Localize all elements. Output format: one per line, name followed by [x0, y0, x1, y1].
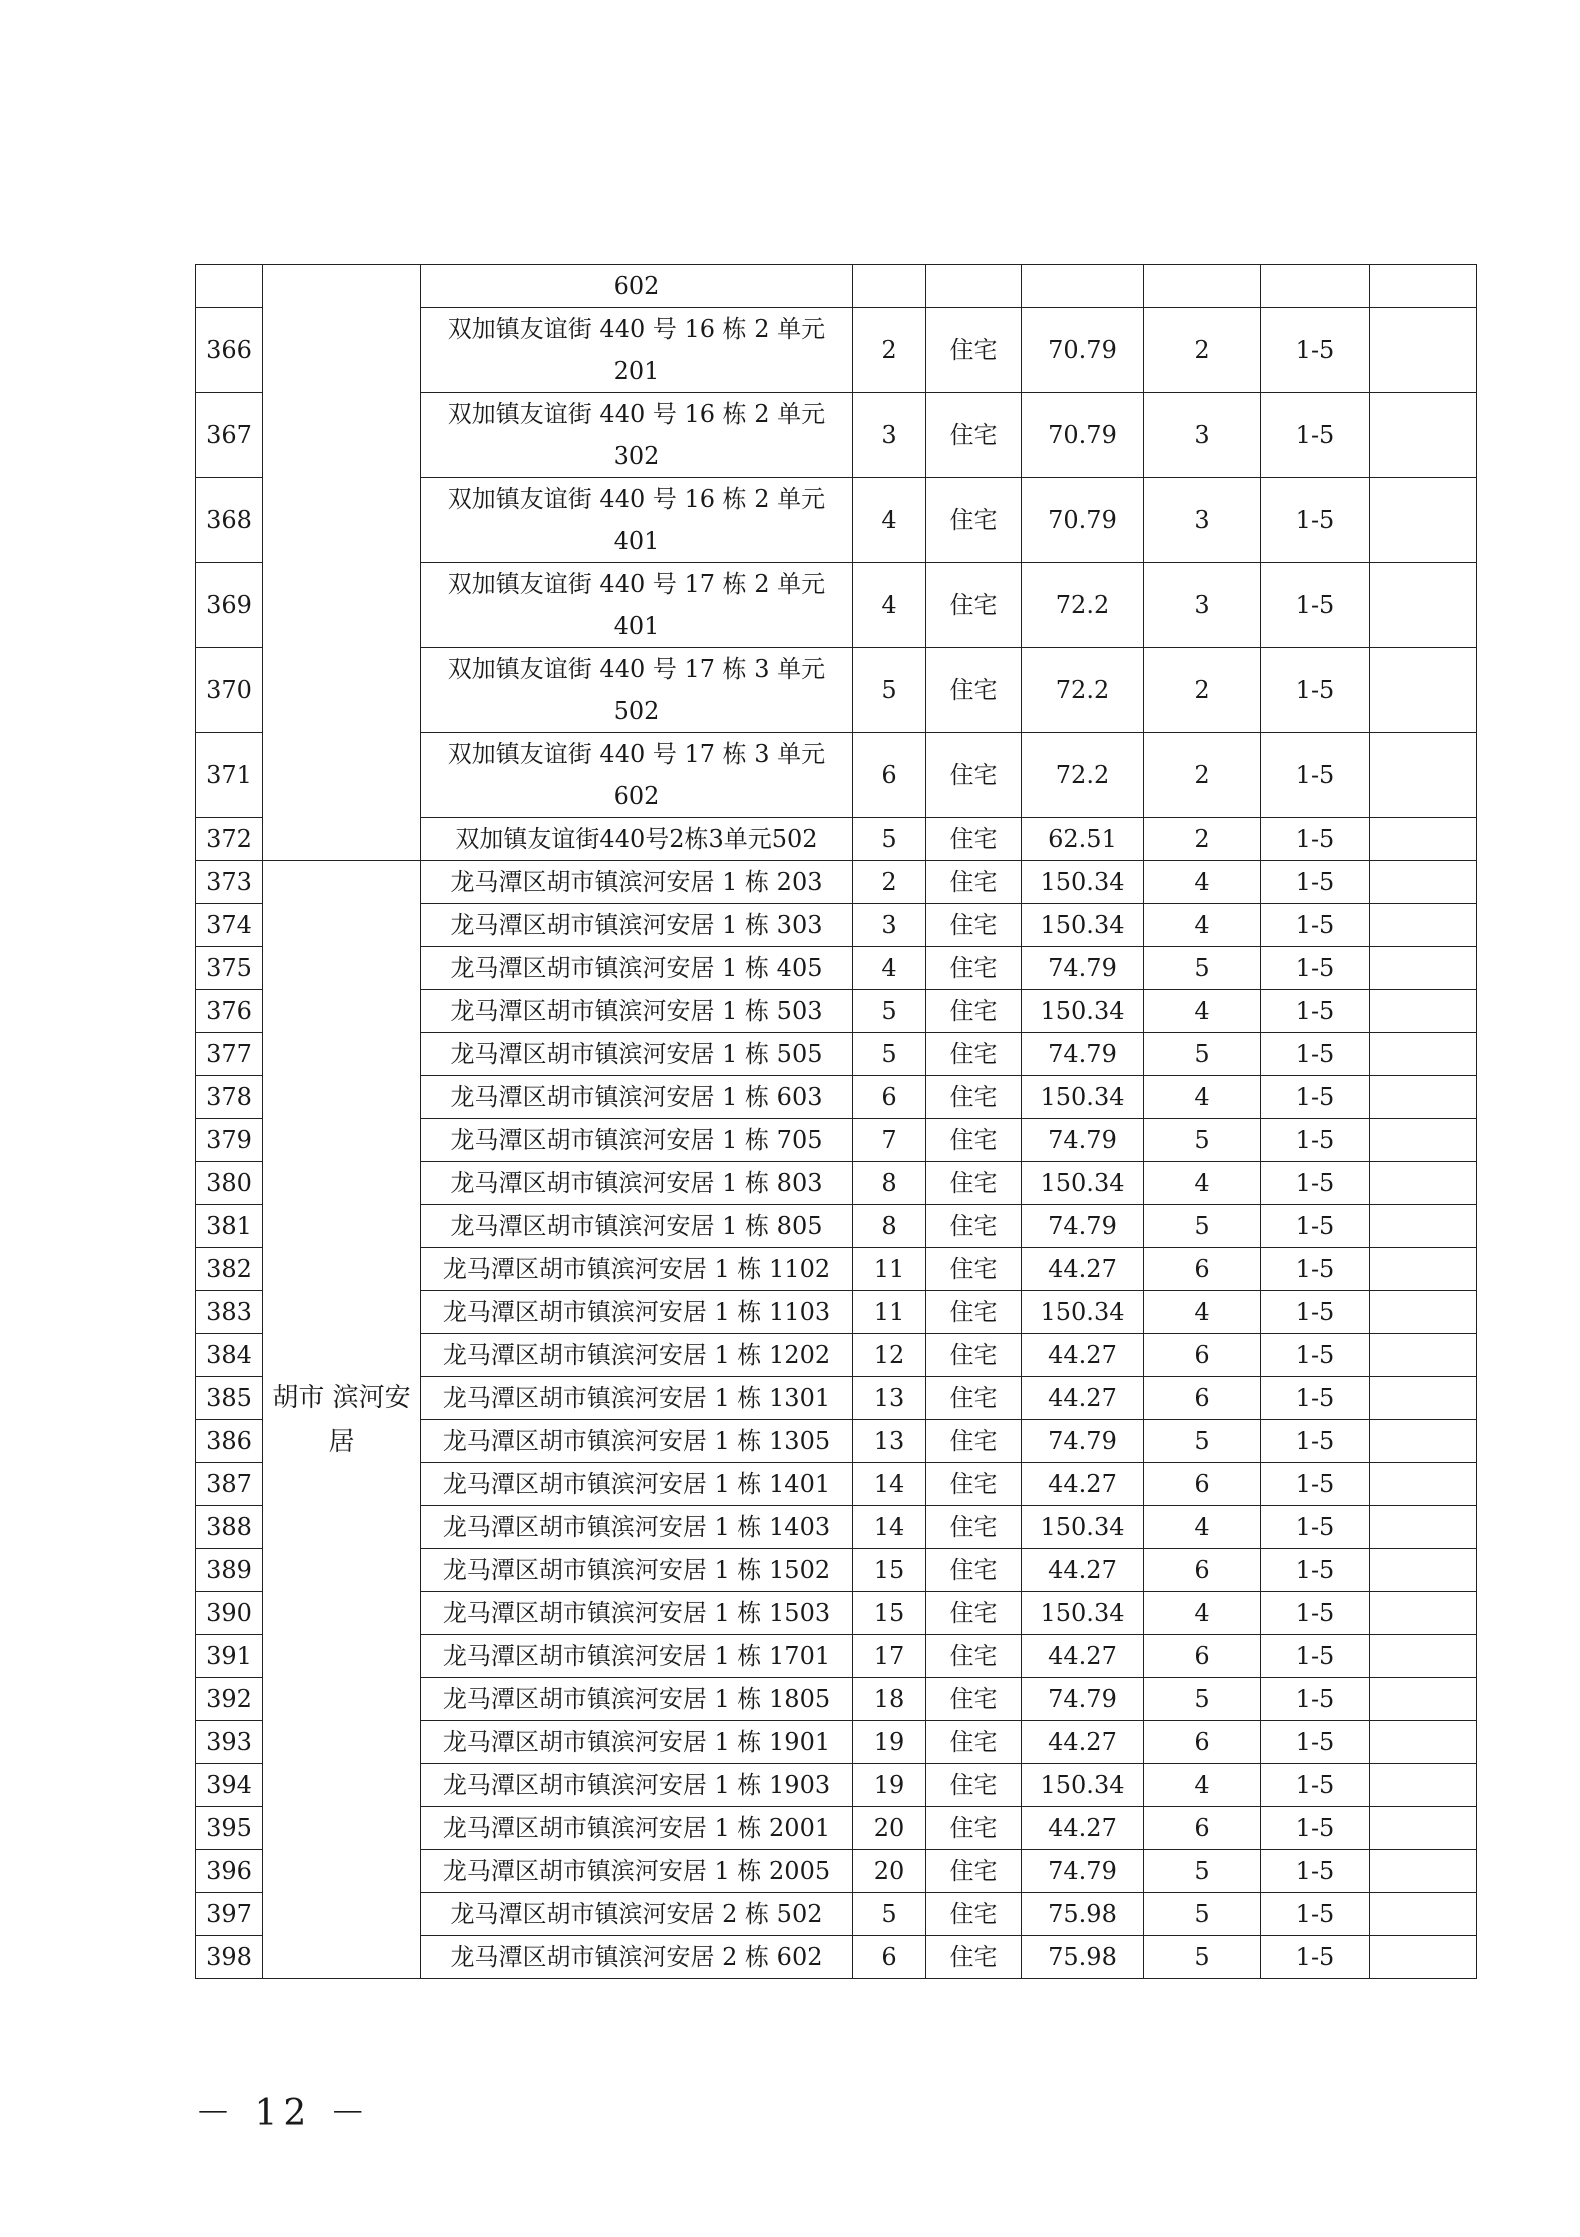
address-cell: 龙马潭区胡市镇滨河安居 1 栋 1202: [421, 1334, 853, 1377]
floor-cell: 7: [853, 1119, 926, 1162]
rooms-cell: 5: [1144, 1033, 1261, 1076]
address-cell: 龙马潭区胡市镇滨河安居 2 栋 502: [421, 1893, 853, 1936]
term-cell: 1-5: [1261, 1635, 1370, 1678]
floor-cell: 12: [853, 1334, 926, 1377]
rooms-cell: 2: [1144, 648, 1261, 733]
note-cell: [1370, 1463, 1477, 1506]
area-cell: 44.27: [1022, 1463, 1144, 1506]
note-cell: [1370, 1291, 1477, 1334]
address-cell: 龙马潭区胡市镇滨河安居 1 栋 203: [421, 861, 853, 904]
usage-cell: 住宅: [926, 563, 1022, 648]
area-cell: [1022, 265, 1144, 308]
term-cell: 1-5: [1261, 1764, 1370, 1807]
floor-cell: 17: [853, 1635, 926, 1678]
floor-cell: 18: [853, 1678, 926, 1721]
area-cell: 75.98: [1022, 1936, 1144, 1979]
note-cell: [1370, 1721, 1477, 1764]
row-number-cell: 381: [196, 1205, 263, 1248]
note-cell: [1370, 1635, 1477, 1678]
row-number-cell: 376: [196, 990, 263, 1033]
floor-cell: 5: [853, 1033, 926, 1076]
rooms-cell: 6: [1144, 1721, 1261, 1764]
usage-cell: 住宅: [926, 1162, 1022, 1205]
address-cell: 双加镇友谊街 440 号 17 栋 3 单元 602: [421, 733, 853, 818]
term-cell: 1-5: [1261, 648, 1370, 733]
usage-cell: 住宅: [926, 733, 1022, 818]
term-cell: 1-5: [1261, 308, 1370, 393]
floor-cell: 8: [853, 1162, 926, 1205]
area-cell: 70.79: [1022, 308, 1144, 393]
address-cell: 双加镇友谊街440号2栋3单元502: [421, 818, 853, 861]
floor-cell: 6: [853, 1936, 926, 1979]
note-cell: [1370, 1334, 1477, 1377]
term-cell: 1-5: [1261, 1506, 1370, 1549]
usage-cell: 住宅: [926, 861, 1022, 904]
usage-cell: 住宅: [926, 1076, 1022, 1119]
usage-cell: 住宅: [926, 1635, 1022, 1678]
rooms-cell: 4: [1144, 1592, 1261, 1635]
area-cell: 74.79: [1022, 1205, 1144, 1248]
row-number-cell: 366: [196, 308, 263, 393]
floor-cell: 2: [853, 308, 926, 393]
row-number-cell: 368: [196, 478, 263, 563]
address-cell: 龙马潭区胡市镇滨河安居 1 栋 1901: [421, 1721, 853, 1764]
note-cell: [1370, 733, 1477, 818]
note-cell: [1370, 1678, 1477, 1721]
usage-cell: 住宅: [926, 1850, 1022, 1893]
term-cell: 1-5: [1261, 1248, 1370, 1291]
table-row: [196, 265, 1477, 308]
area-cell: 150.34: [1022, 1076, 1144, 1119]
floor-cell: 4: [853, 563, 926, 648]
area-cell: 72.2: [1022, 648, 1144, 733]
row-number-cell: 372: [196, 818, 263, 861]
floor-cell: 4: [853, 478, 926, 563]
row-number-cell: 394: [196, 1764, 263, 1807]
row-number-cell: 375: [196, 947, 263, 990]
area-cell: 44.27: [1022, 1635, 1144, 1678]
address-cell: 龙马潭区胡市镇滨河安居 1 栋 405: [421, 947, 853, 990]
usage-cell: 住宅: [926, 904, 1022, 947]
row-number-cell: 373: [196, 861, 263, 904]
area-cell: 70.79: [1022, 478, 1144, 563]
row-number-cell: 369: [196, 563, 263, 648]
area-cell: 75.98: [1022, 1893, 1144, 1936]
row-number-cell: 393: [196, 1721, 263, 1764]
rooms-cell: 5: [1144, 1205, 1261, 1248]
area-cell: 150.34: [1022, 1291, 1144, 1334]
row-number-cell: 379: [196, 1119, 263, 1162]
term-cell: 1-5: [1261, 1893, 1370, 1936]
address-cell: 602: [421, 265, 853, 308]
floor-cell: 13: [853, 1420, 926, 1463]
rooms-cell: 4: [1144, 1291, 1261, 1334]
term-cell: 1-5: [1261, 1807, 1370, 1850]
row-number-cell: 377: [196, 1033, 263, 1076]
address-cell: 双加镇友谊街 440 号 16 栋 2 单元 401: [421, 478, 853, 563]
note-cell: [1370, 1764, 1477, 1807]
address-cell: 龙马潭区胡市镇滨河安居 1 栋 1102: [421, 1248, 853, 1291]
area-cell: 72.2: [1022, 733, 1144, 818]
floor-cell: 14: [853, 1463, 926, 1506]
note-cell: [1370, 478, 1477, 563]
floor-cell: 20: [853, 1807, 926, 1850]
row-number-cell: [196, 265, 263, 308]
row-number-cell: 389: [196, 1549, 263, 1592]
floor-cell: 5: [853, 1893, 926, 1936]
note-cell: [1370, 1893, 1477, 1936]
area-cell: 150.34: [1022, 1764, 1144, 1807]
term-cell: 1-5: [1261, 947, 1370, 990]
note-cell: [1370, 861, 1477, 904]
housing-table: [195, 264, 1477, 1979]
floor-cell: [853, 265, 926, 308]
address-cell: 龙马潭区胡市镇滨河安居 1 栋 803: [421, 1162, 853, 1205]
note-cell: [1370, 818, 1477, 861]
rooms-cell: 6: [1144, 1334, 1261, 1377]
term-cell: 1-5: [1261, 1463, 1370, 1506]
term-cell: [1261, 265, 1370, 308]
area-cell: 74.79: [1022, 1119, 1144, 1162]
rooms-cell: 4: [1144, 1162, 1261, 1205]
address-cell: 龙马潭区胡市镇滨河安居 1 栋 505: [421, 1033, 853, 1076]
address-cell: 龙马潭区胡市镇滨河安居 1 栋 1805: [421, 1678, 853, 1721]
rooms-cell: 5: [1144, 947, 1261, 990]
rooms-cell: 5: [1144, 1850, 1261, 1893]
note-cell: [1370, 1119, 1477, 1162]
row-number-cell: 382: [196, 1248, 263, 1291]
term-cell: 1-5: [1261, 818, 1370, 861]
row-number-cell: 371: [196, 733, 263, 818]
usage-cell: 住宅: [926, 1807, 1022, 1850]
area-cell: 150.34: [1022, 990, 1144, 1033]
rooms-cell: 5: [1144, 1119, 1261, 1162]
term-cell: 1-5: [1261, 1549, 1370, 1592]
term-cell: 1-5: [1261, 1291, 1370, 1334]
row-number-cell: 386: [196, 1420, 263, 1463]
area-cell: 62.51: [1022, 818, 1144, 861]
rooms-cell: 2: [1144, 733, 1261, 818]
area-cell: 72.2: [1022, 563, 1144, 648]
floor-cell: 5: [853, 818, 926, 861]
usage-cell: 住宅: [926, 1463, 1022, 1506]
address-cell: 双加镇友谊街 440 号 16 栋 2 单元 302: [421, 393, 853, 478]
term-cell: 1-5: [1261, 733, 1370, 818]
address-cell: 龙马潭区胡市镇滨河安居 1 栋 1701: [421, 1635, 853, 1678]
rooms-cell: 4: [1144, 1506, 1261, 1549]
area-cell: 44.27: [1022, 1807, 1144, 1850]
usage-cell: 住宅: [926, 1205, 1022, 1248]
address-cell: 龙马潭区胡市镇滨河安居 1 栋 2005: [421, 1850, 853, 1893]
floor-cell: 15: [853, 1549, 926, 1592]
note-cell: [1370, 1936, 1477, 1979]
floor-cell: 2: [853, 861, 926, 904]
floor-cell: 3: [853, 393, 926, 478]
note-cell: [1370, 1420, 1477, 1463]
rooms-cell: 5: [1144, 1936, 1261, 1979]
usage-cell: 住宅: [926, 393, 1022, 478]
term-cell: 1-5: [1261, 478, 1370, 563]
note-cell: [1370, 648, 1477, 733]
row-number-cell: 384: [196, 1334, 263, 1377]
row-number-cell: 387: [196, 1463, 263, 1506]
note-cell: [1370, 1850, 1477, 1893]
usage-cell: 住宅: [926, 1291, 1022, 1334]
address-cell: 双加镇友谊街 440 号 17 栋 3 单元 502: [421, 648, 853, 733]
area-cell: 150.34: [1022, 1162, 1144, 1205]
rooms-cell: 5: [1144, 1420, 1261, 1463]
term-cell: 1-5: [1261, 1592, 1370, 1635]
address-cell: 龙马潭区胡市镇滨河安居 1 栋 603: [421, 1076, 853, 1119]
row-number-cell: 397: [196, 1893, 263, 1936]
term-cell: 1-5: [1261, 990, 1370, 1033]
note-cell: [1370, 947, 1477, 990]
usage-cell: 住宅: [926, 1248, 1022, 1291]
note-cell: [1370, 1205, 1477, 1248]
term-cell: 1-5: [1261, 1119, 1370, 1162]
rooms-cell: [1144, 265, 1261, 308]
address-cell: 龙马潭区胡市镇滨河安居 1 栋 1403: [421, 1506, 853, 1549]
term-cell: 1-5: [1261, 1076, 1370, 1119]
row-number-cell: 383: [196, 1291, 263, 1334]
area-cell: 150.34: [1022, 1592, 1144, 1635]
usage-cell: 住宅: [926, 1549, 1022, 1592]
rooms-cell: 4: [1144, 1764, 1261, 1807]
area-cell: 44.27: [1022, 1248, 1144, 1291]
usage-cell: 住宅: [926, 478, 1022, 563]
rooms-cell: 6: [1144, 1377, 1261, 1420]
term-cell: 1-5: [1261, 904, 1370, 947]
area-cell: 150.34: [1022, 1506, 1144, 1549]
floor-cell: 15: [853, 1592, 926, 1635]
row-number-cell: 395: [196, 1807, 263, 1850]
usage-cell: 住宅: [926, 1033, 1022, 1076]
usage-cell: 住宅: [926, 1893, 1022, 1936]
usage-cell: 住宅: [926, 1377, 1022, 1420]
note-cell: [1370, 393, 1477, 478]
term-cell: 1-5: [1261, 393, 1370, 478]
rooms-cell: 5: [1144, 1678, 1261, 1721]
note-cell: [1370, 904, 1477, 947]
row-number-cell: 378: [196, 1076, 263, 1119]
term-cell: 1-5: [1261, 1377, 1370, 1420]
rooms-cell: 4: [1144, 861, 1261, 904]
usage-cell: 住宅: [926, 1119, 1022, 1162]
floor-cell: 13: [853, 1377, 926, 1420]
floor-cell: 19: [853, 1721, 926, 1764]
area-cell: 74.79: [1022, 1033, 1144, 1076]
address-cell: 龙马潭区胡市镇滨河安居 1 栋 805: [421, 1205, 853, 1248]
rooms-cell: 4: [1144, 990, 1261, 1033]
note-cell: [1370, 1807, 1477, 1850]
area-cell: 150.34: [1022, 861, 1144, 904]
area-cell: 44.27: [1022, 1549, 1144, 1592]
area-cell: 74.79: [1022, 947, 1144, 990]
floor-cell: 11: [853, 1248, 926, 1291]
note-cell: [1370, 265, 1477, 308]
floor-cell: 3: [853, 904, 926, 947]
rooms-cell: 2: [1144, 308, 1261, 393]
term-cell: 1-5: [1261, 861, 1370, 904]
note-cell: [1370, 1033, 1477, 1076]
address-cell: 龙马潭区胡市镇滨河安居 1 栋 1301: [421, 1377, 853, 1420]
community-cell: 胡市 滨河安居: [263, 861, 421, 1979]
term-cell: 1-5: [1261, 1936, 1370, 1979]
address-cell: 龙马潭区胡市镇滨河安居 1 栋 1503: [421, 1592, 853, 1635]
floor-cell: 5: [853, 990, 926, 1033]
rooms-cell: 6: [1144, 1463, 1261, 1506]
address-cell: 龙马潭区胡市镇滨河安居 1 栋 303: [421, 904, 853, 947]
note-cell: [1370, 1162, 1477, 1205]
note-cell: [1370, 563, 1477, 648]
note-cell: [1370, 308, 1477, 393]
term-cell: 1-5: [1261, 1334, 1370, 1377]
page-number: － 12 －: [195, 2093, 372, 2134]
rooms-cell: 6: [1144, 1635, 1261, 1678]
rooms-cell: 6: [1144, 1549, 1261, 1592]
floor-cell: 11: [853, 1291, 926, 1334]
address-cell: 龙马潭区胡市镇滨河安居 2 栋 602: [421, 1936, 853, 1979]
row-number-cell: 390: [196, 1592, 263, 1635]
address-cell: 龙马潭区胡市镇滨河安居 1 栋 1903: [421, 1764, 853, 1807]
floor-cell: 19: [853, 1764, 926, 1807]
note-cell: [1370, 1549, 1477, 1592]
note-cell: [1370, 1377, 1477, 1420]
area-cell: 74.79: [1022, 1420, 1144, 1463]
address-cell: 龙马潭区胡市镇滨河安居 1 栋 1103: [421, 1291, 853, 1334]
usage-cell: 住宅: [926, 818, 1022, 861]
floor-cell: 4: [853, 947, 926, 990]
rooms-cell: 4: [1144, 904, 1261, 947]
rooms-cell: 6: [1144, 1807, 1261, 1850]
usage-cell: 住宅: [926, 947, 1022, 990]
row-number-cell: 388: [196, 1506, 263, 1549]
note-cell: [1370, 1248, 1477, 1291]
row-number-cell: 392: [196, 1678, 263, 1721]
usage-cell: 住宅: [926, 990, 1022, 1033]
rooms-cell: 5: [1144, 1893, 1261, 1936]
term-cell: 1-5: [1261, 1033, 1370, 1076]
address-cell: 龙马潭区胡市镇滨河安居 1 栋 1502: [421, 1549, 853, 1592]
community-cell: [263, 265, 421, 861]
address-cell: 龙马潭区胡市镇滨河安居 1 栋 705: [421, 1119, 853, 1162]
usage-cell: 住宅: [926, 648, 1022, 733]
area-cell: 74.79: [1022, 1850, 1144, 1893]
row-number-cell: 391: [196, 1635, 263, 1678]
usage-cell: 住宅: [926, 1506, 1022, 1549]
term-cell: 1-5: [1261, 1420, 1370, 1463]
address-cell: 双加镇友谊街 440 号 17 栋 2 单元 401: [421, 563, 853, 648]
address-cell: 龙马潭区胡市镇滨河安居 1 栋 1401: [421, 1463, 853, 1506]
floor-cell: 6: [853, 1076, 926, 1119]
term-cell: 1-5: [1261, 1721, 1370, 1764]
rooms-cell: 3: [1144, 478, 1261, 563]
note-cell: [1370, 1592, 1477, 1635]
usage-cell: 住宅: [926, 308, 1022, 393]
note-cell: [1370, 1076, 1477, 1119]
floor-cell: 6: [853, 733, 926, 818]
address-cell: 双加镇友谊街 440 号 16 栋 2 单元 201: [421, 308, 853, 393]
row-number-cell: 367: [196, 393, 263, 478]
usage-cell: 住宅: [926, 1334, 1022, 1377]
term-cell: 1-5: [1261, 1678, 1370, 1721]
rooms-cell: 3: [1144, 563, 1261, 648]
usage-cell: 住宅: [926, 1721, 1022, 1764]
row-number-cell: 370: [196, 648, 263, 733]
row-number-cell: 398: [196, 1936, 263, 1979]
usage-cell: [926, 265, 1022, 308]
area-cell: 44.27: [1022, 1377, 1144, 1420]
rooms-cell: 4: [1144, 1076, 1261, 1119]
address-cell: 龙马潭区胡市镇滨河安居 1 栋 503: [421, 990, 853, 1033]
note-cell: [1370, 1506, 1477, 1549]
row-number-cell: 380: [196, 1162, 263, 1205]
row-number-cell: 396: [196, 1850, 263, 1893]
usage-cell: 住宅: [926, 1420, 1022, 1463]
usage-cell: 住宅: [926, 1764, 1022, 1807]
usage-cell: 住宅: [926, 1592, 1022, 1635]
area-cell: 44.27: [1022, 1334, 1144, 1377]
floor-cell: 14: [853, 1506, 926, 1549]
address-cell: 龙马潭区胡市镇滨河安居 1 栋 2001: [421, 1807, 853, 1850]
floor-cell: 20: [853, 1850, 926, 1893]
term-cell: 1-5: [1261, 1205, 1370, 1248]
address-cell: 龙马潭区胡市镇滨河安居 1 栋 1305: [421, 1420, 853, 1463]
term-cell: 1-5: [1261, 1162, 1370, 1205]
area-cell: 150.34: [1022, 904, 1144, 947]
rooms-cell: 2: [1144, 818, 1261, 861]
usage-cell: 住宅: [926, 1678, 1022, 1721]
table-row: [196, 861, 1477, 904]
term-cell: 1-5: [1261, 1850, 1370, 1893]
rooms-cell: 3: [1144, 393, 1261, 478]
row-number-cell: 385: [196, 1377, 263, 1420]
term-cell: 1-5: [1261, 563, 1370, 648]
area-cell: 74.79: [1022, 1678, 1144, 1721]
note-cell: [1370, 990, 1477, 1033]
floor-cell: 8: [853, 1205, 926, 1248]
area-cell: 44.27: [1022, 1721, 1144, 1764]
usage-cell: 住宅: [926, 1936, 1022, 1979]
row-number-cell: 374: [196, 904, 263, 947]
area-cell: 70.79: [1022, 393, 1144, 478]
rooms-cell: 6: [1144, 1248, 1261, 1291]
floor-cell: 5: [853, 648, 926, 733]
